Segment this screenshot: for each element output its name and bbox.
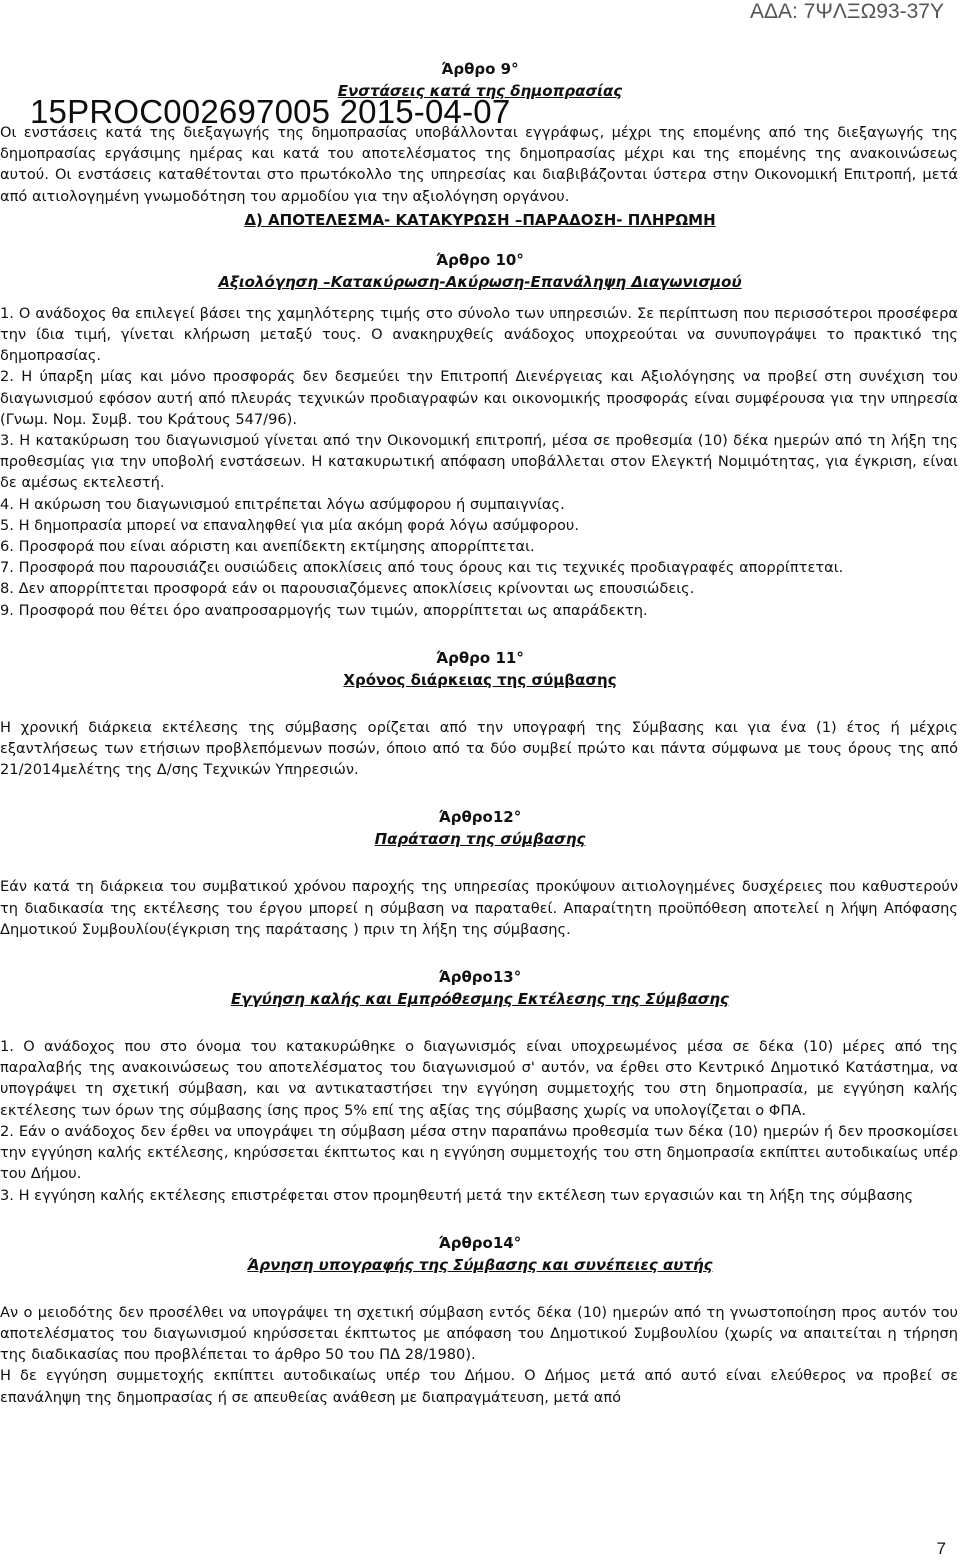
article-13-title: Άρθρο13°: [438, 968, 522, 987]
article-12-subtitle: Παράταση της σύμβασης: [374, 830, 586, 849]
document-id-header: ΑΔΑ: 7ΨΛΞΩ93-37Υ: [749, 0, 944, 23]
article-10-item: 4. Η ακύρωση του διαγωνισμού επιτρέπεται λόγω ασύμφορου ή συμπαιγνίας.: [0, 495, 565, 513]
article-12-title: Άρθρο12°: [438, 808, 522, 827]
article-9-title: Άρθρο 9°: [441, 60, 519, 78]
article-10-title: Άρθρο 10°: [436, 250, 524, 269]
article-10-item: 6. Προσφορά που είναι αόριστη και ανεπίδεκτη εκτίμησης απορρίπτεται.: [0, 538, 535, 556]
article-10-item: 5. Η δημοπρασία μπορεί να επαναληφθεί για μία ακόμη φορά λόγω ασύμφορου.: [0, 516, 580, 534]
article-9-body: Οι ενστάσεις κατά της διεξαγωγής της δημοπρασίας υποβάλλονται εγγράφως, μέχρι της επομένης από της διεξαγωγής της δημοπρασίας εργάσιμης ημέρας και κατά του αποτελέσματος της δημοπρασίας μέχρι και της επομένης της ανακοινώσεως αυτού. Οι ενστάσεις καταθέτονται στο πρωτόκολλο της υπηρεσίας και διαβιβάζονται ύστερα στην Οικονομική Επιτροπή, μετά από αιτιολογημένη γνωμοδότηση του αρμοδίου για την αξιολόγηση οργάνου.: [0, 124, 958, 205]
article-13-item: 2. Εάν ο ανάδοχος δεν έρθει να υπογράψει τη σύμβαση μέσα στην παραπάνω προθεσμία των δέκα (10) ημερών ή δεν προσκομίσει την εγγύηση καλής εκτέλεσης, κηρύσσεται έκπτωτος και η εγγύηση συμμετοχής του στη δημοπρασία εκπίπτει αυτοδικαίως υπέρ του Δήμου.: [0, 1122, 958, 1183]
article-11-title: Άρθρο 11°: [436, 648, 524, 667]
article-10-item: 8. Δεν απορρίπτεται προσφορά εάν οι παρουσιαζόμενες αποκλίσεις κρίνονται ως επουσιώδεις.: [0, 580, 695, 598]
article-14-subtitle: Άρνηση υπογραφής της Σύμβασης και συνέπειες αυτής: [247, 1255, 713, 1274]
article-10-item: 9. Προσφορά που θέτει όρο αναπροσαρμογής των τιμών, απορρίπτεται ως απαράδεκτη.: [0, 601, 648, 619]
article-10-item: 3. Η κατακύρωση του διαγωνισμού γίνεται από την Οικονομική επιτροπή, μέσα σε προθεσμία (10) δέκα ημερών από τη λήξη της προθεσμίας για την υποβολή ενστάσεων. Η κατακυρωτική απόφαση υποβάλλεται στον Ελεγκτή Νομιμότητας, για έγκριση, είναι δε αμέσως εκτελεστή.: [0, 432, 958, 492]
article-14-paragraph: Αν ο μειοδότης δεν προσέλθει να υπογράψει τη σχετική σύμβαση εντός δέκα (10) ημερών από τη γνωστοποίηση προς αυτόν του αποτελέσματος του διαγωνισμού κηρύσσεται έκπτωτος με απόφαση του Δημοτικού Συμβουλίου (χωρίς να απαιτείται η τήρηση της διαδικασίας που προβλέπεται το άρθρο 50 του ΠΔ 28/1980).: [0, 1303, 958, 1364]
article-11-body: Η χρονική διάρκεια εκτέλεσης της σύμβασης ορίζεται από την υπογραφή της Σύμβασης και για ένα (1) έτος ή μέχρις εξαντλήσεως των ετήσιων προβλεπόμενων ποσών, όποιο από τα δύο συμβεί πρώτο και πάντα σύμφωνα με τους όρους της από 21/2014μελέτης της Δ/σης Τεχνικών Υπηρεσιών.: [0, 718, 958, 779]
article-9-subtitle: Ενστάσεις κατά της δημοπρασίας: [337, 82, 623, 100]
article-14-paragraph: Η δε εγγύηση συμμετοχής εκπίπτει αυτοδικαίως υπέρ του Δήμου. Ο Δήμος μετά από αυτό είναι ελεύθερος να προβεί σε επανάληψη της δημοπρασίας ή σε απευθείας ανάθεση με διαπραγμάτευση, μετά από: [0, 1367, 958, 1406]
article-10-item: 7. Προσφορά που παρουσιάζει ουσιώδεις αποκλίσεις από τους όρους και τις τεχνικές προδιαγραφές απορρίπτεται.: [0, 559, 844, 577]
article-12-body: Εάν κατά τη διάρκεια του συμβατικού χρόνου παροχής της υπηρεσίας προκύψουν αιτιολογημένες δυσχέρειες που καθυστερούν τη διαδικασία της εκτέλεσης του έργου μπορεί η σύμβαση να παραταθεί. Απαραίτητη προϋπόθεση αποτελεί η λήψη Απόφασης Δημοτικού Συμβουλίου(έγκριση της παράτασης ) πριν τη λήξη της σύμβασης.: [0, 878, 958, 938]
section-d-heading: Δ) ΑΠΟΤΕΛΕΣΜΑ- ΚΑΤΑΚΥΡΩΣΗ –ΠΑΡΑΔΟΣΗ- ΠΛΗΡΩΜΗ: [244, 210, 716, 229]
procurement-watermark: 15PROC002697005 2015-04-07: [30, 93, 511, 130]
article-13-item: 3. Η εγγύηση καλής εκτέλεσης επιστρέφεται στον προμηθευτή μετά την εκτέλεση των εργασιών και τη λήξη της σύμβασης: [0, 1186, 914, 1204]
article-10-item: 1. Ο ανάδοχος θα επιλεγεί βάσει της χαμηλότερης τιμής στο σύνολο των υπηρεσιών. Σε περίπτωση που περισσότεροι προσέφερα την ίδια τιμή, γίνεται κλήρωση μεταξύ τους. Ο ανακηρυχθείς ανάδοχος υποχρεούται να συνυπογράψει το πρακτικό της δημοπρασίας.: [0, 304, 958, 365]
article-10-item: 2. Η ύπαρξη μίας και μόνο προσφοράς δεν δεσμεύει την Επιτροπή Διενέργειας και Αξιολόγησης να προβεί στη συνέχιση του διαγωνισμού εφόσον αυτή από πλευράς τεχνικών προδιαγραφών και οικονομικής προσφοράς είναι συμφέρουσα για την υπηρεσία (Γνωμ. Νομ. Συμβ. του Κράτους 547/96).: [0, 368, 958, 428]
article-13-item: 1. Ο ανάδοχος που στο όνομα του κατακυρώθηκε ο διαγωνισμός είναι υποχρεωμένος μέσα σε δέκα (10) μέρες από της παραλαβής της ανακοινώσεως του αποτελέσματος του διαγωνισμού σ' αυτόν, να έρθει στο Κεντρικό Δημοτικό Κατάστημα, να υπογράψει τη σχετική σύμβαση, και να αντικαταστήσει την εγγύηση συμμετοχής του στη δημοπρασία, με εγγύηση καλής εκτέλεσης των όρων της σύμβασης ίσης προς 5% επί της αξίας της σύμβασης χωρίς να υπολογίζεται ο ΦΠΑ.: [0, 1038, 958, 1119]
page-number: 7: [936, 1539, 946, 1558]
article-11-subtitle: Χρόνος διάρκειας της σύμβασης: [343, 670, 617, 689]
article-14-title: Άρθρο14°: [438, 1233, 522, 1252]
article-13-subtitle: Εγγύηση καλής και Εμπρόθεσμης Εκτέλεσης της Σύμβασης: [231, 990, 729, 1009]
document-body: [0, 58, 960, 1408]
article-10-subtitle: Αξιολόγηση –Κατακύρωση-Ακύρωση-Επανάληψη Διαγωνισμού: [218, 272, 742, 291]
